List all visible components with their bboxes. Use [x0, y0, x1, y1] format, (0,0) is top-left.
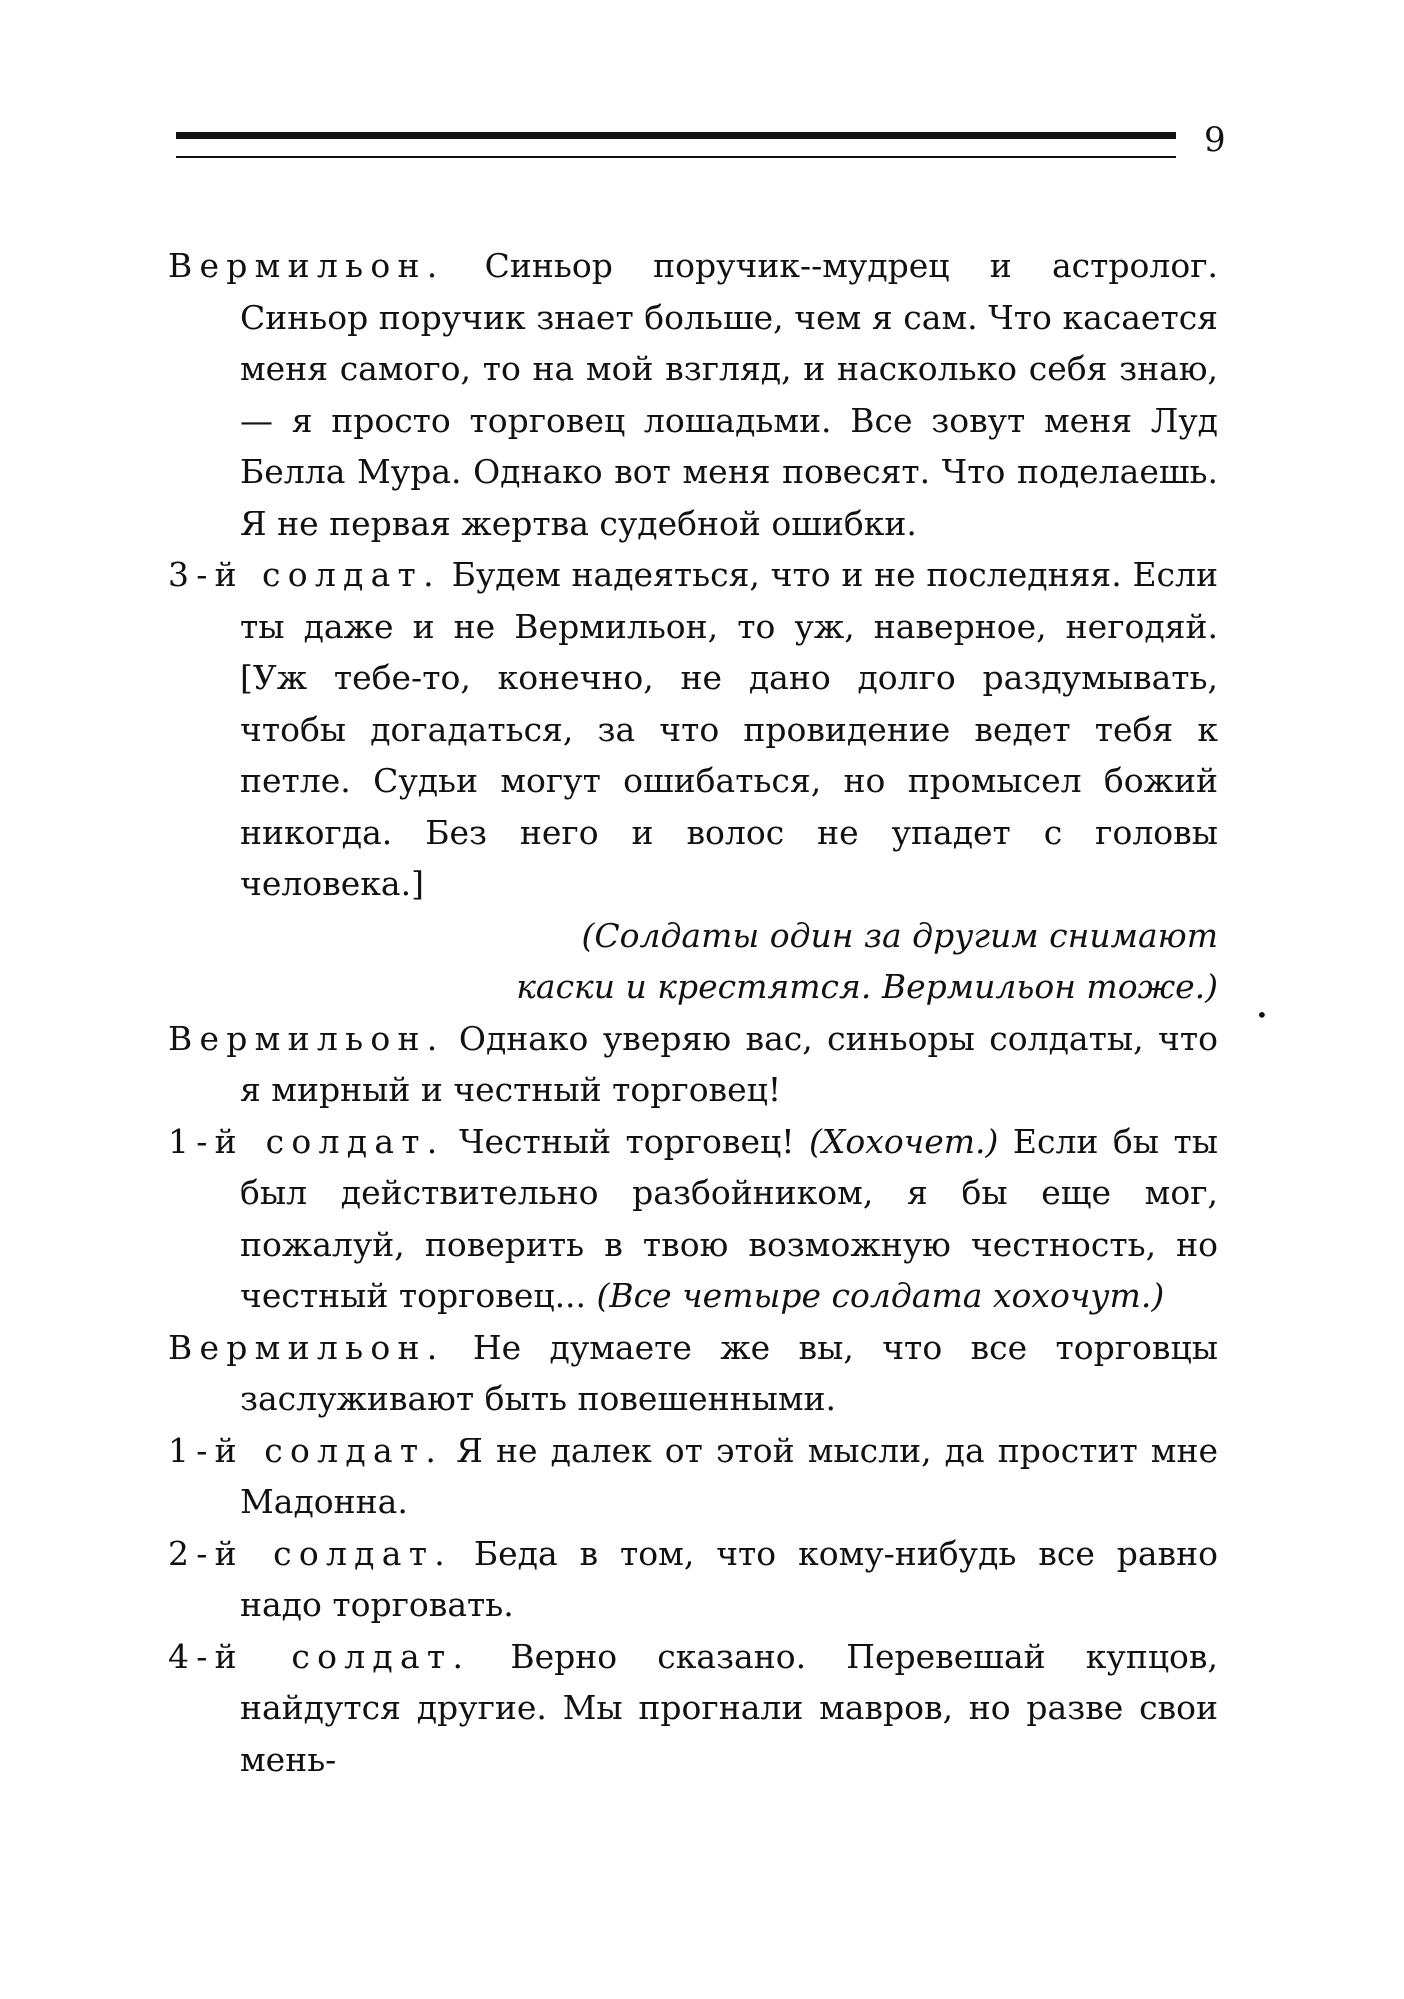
speech-soldier-3	[168, 549, 1218, 910]
bracketed-text: Уж тебе-то, конечно, не дано долго раздумывать, чтобы догадаться, за что провидение ведет тебя к петле. Судьи могут ошибаться, но промысел божий никогда. Без него и волос не упадет с головы человека.	[240, 658, 1218, 903]
speech-text: Верно сказано. Перевешай купцов, найдутся другие. Мы прогнали мавров, но разве свои мень-	[240, 1636, 1218, 1779]
speaker-name: Вермильон.	[168, 1018, 445, 1058]
speech-text: Беда в том, что кому-нибудь все равно надо торговать.	[240, 1533, 1219, 1624]
speech-text: Будем надеяться, что и не последняя. Если ты даже и не Вермильон, то уж, наверное, негодяй.	[240, 555, 1218, 646]
margin-mark: •	[1256, 1003, 1268, 1027]
speech-text: Синьор поручик--мудрец и астролог. Синьор поручик знает больше, чем я сам. Что касается меня самого, то на мой взгляд, и насколько себя знаю, — я просто торговец лошадьми. Все зовут меня Луд Белла Мура. Однако вот меня повесят. Что поделаешь. Я не первая жертва судебной ошибки.	[240, 246, 1218, 543]
speech-vermilion-3	[168, 1322, 1218, 1425]
speech-soldier-1b	[168, 1425, 1218, 1528]
bracket-close: ]	[411, 864, 424, 903]
speech-vermilion-1	[168, 240, 1218, 549]
page-body	[168, 240, 1218, 1785]
speaker-name: Вермильон.	[168, 1327, 445, 1367]
speaker-name: 1-й солдат.	[168, 1121, 445, 1161]
speech-text: Честный торговец!	[444, 1121, 809, 1161]
speaker-name: 3-й солдат.	[168, 555, 441, 594]
speech-text: Не думаете же вы, что все торговцы заслуживают быть повешенными.	[240, 1327, 1218, 1418]
speech-soldier-2	[168, 1528, 1218, 1631]
speaker-name: Вермильон.	[168, 246, 445, 285]
speaker-name: 4-й солдат.	[168, 1636, 471, 1676]
bracket-open: [	[240, 658, 253, 697]
speech-text: Если бы ты был действительно разбойником, я бы еще мог, пожалуй, поверить в твою возможную честность, но честный торговец...	[240, 1121, 1218, 1315]
inline-stage-direction: (Все четыре солдата хохочут.)	[596, 1276, 1165, 1315]
header-rule-thin	[176, 156, 1176, 158]
speech-text: Я не далек от этой мысли, да простит мне Мадонна.	[240, 1430, 1218, 1521]
header-rule-thick	[176, 132, 1176, 139]
speaker-name: 1-й солдат.	[168, 1430, 444, 1470]
page-header	[176, 120, 1236, 180]
inline-stage-direction: (Хохочет.)	[808, 1121, 999, 1161]
speech-soldier-1	[168, 1116, 1218, 1322]
stage-direction	[168, 910, 1218, 1013]
speech-text: Однако уверяю вас, синьоры солдаты, что я мирный и честный торговец!	[240, 1018, 1218, 1109]
speech-vermilion-2	[168, 1013, 1218, 1116]
stage-direction-line-1: (Солдаты один за другим снимают	[581, 915, 1218, 955]
speaker-name: 2-й солдат.	[168, 1533, 452, 1573]
page-number: 9	[1204, 120, 1226, 160]
speech-soldier-4	[168, 1631, 1218, 1786]
stage-direction-line-2: каски и крестятся. Вермильон тоже.)	[516, 967, 1218, 1006]
